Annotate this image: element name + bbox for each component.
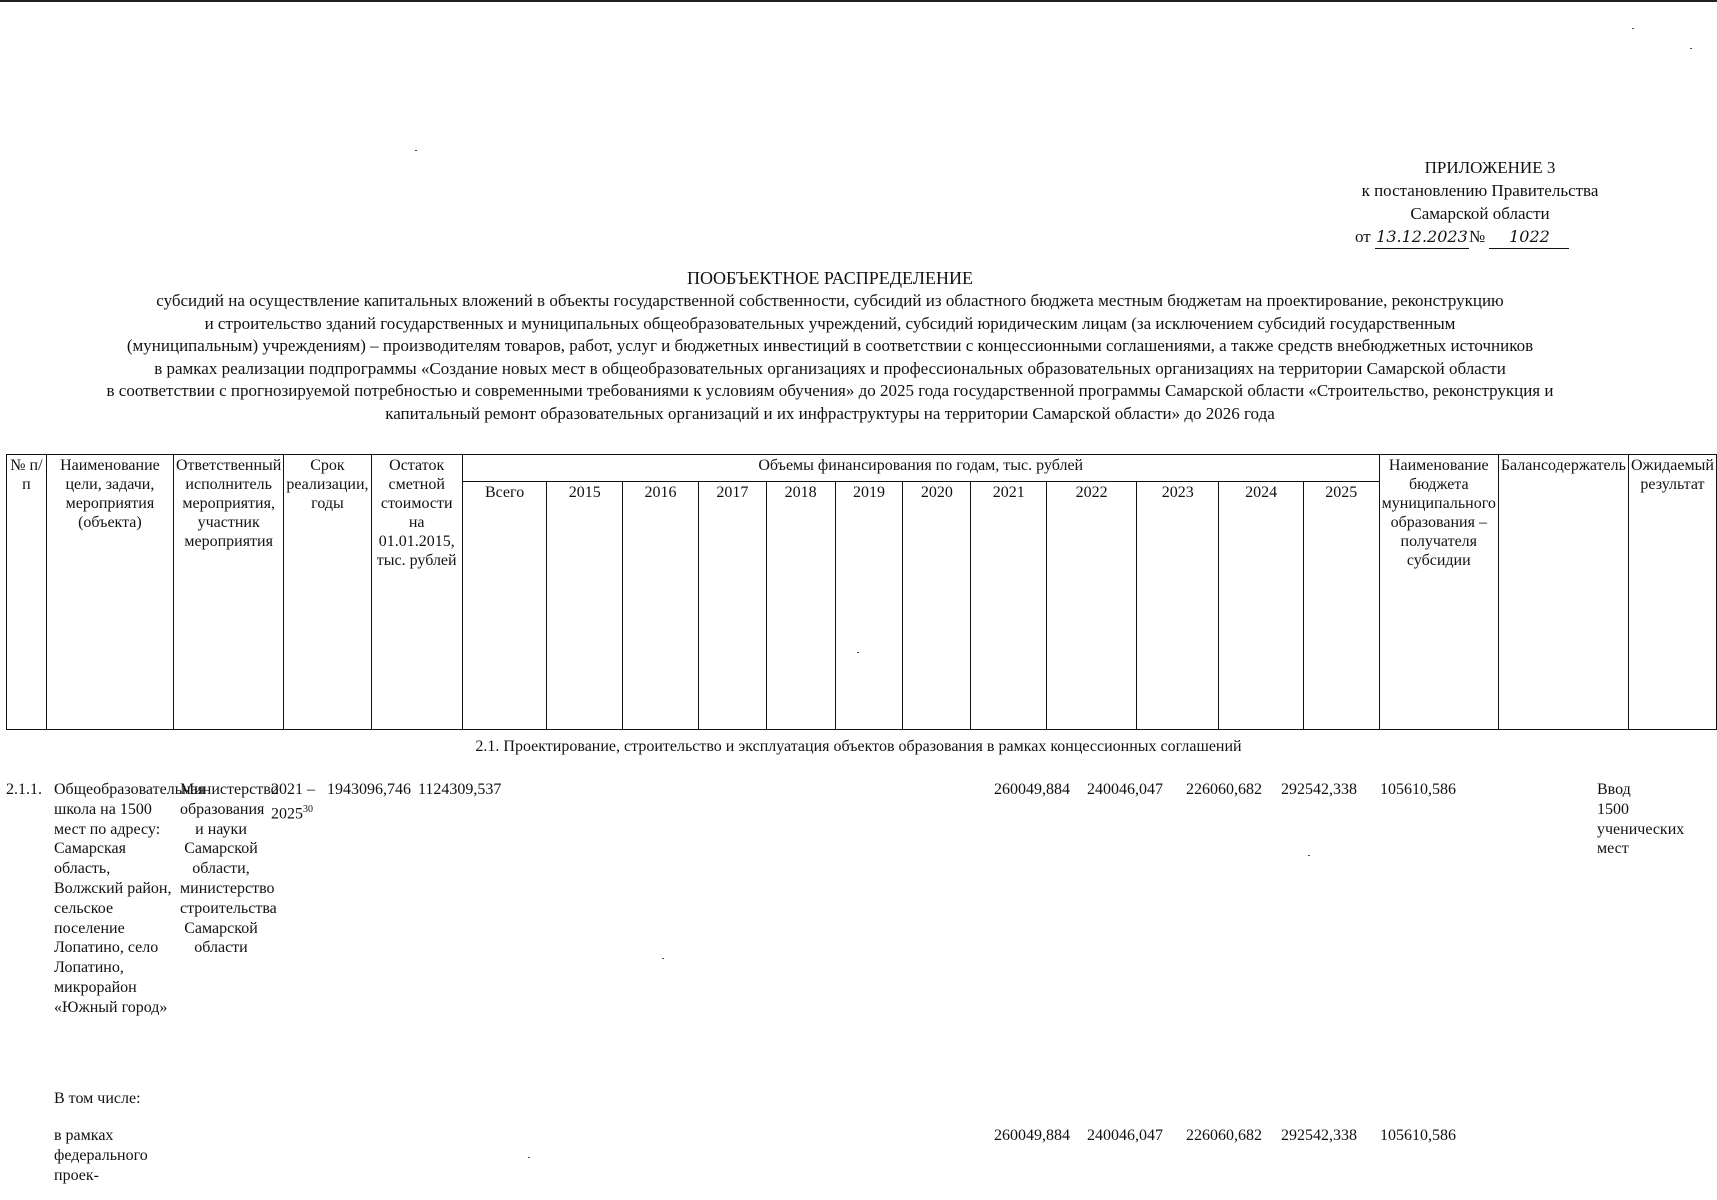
federal-row-2021: 260049,884 <box>994 1127 1070 1144</box>
scan-speck <box>415 150 417 151</box>
row-number: 2.1.1. <box>6 781 42 798</box>
appendix-title: ПРИЛОЖЕНИЕ 3 <box>1424 158 1556 177</box>
header-year-2025: 2025 <box>1303 482 1379 730</box>
appendix-date-line <box>1330 225 1630 249</box>
row-rest: 1943096,746 <box>327 781 411 798</box>
federal-row-2023: 226060,682 <box>1186 1127 1262 1144</box>
header-year-2024: 2024 <box>1219 482 1304 730</box>
header-year-2022: 2022 <box>1047 482 1137 730</box>
handwritten-number: 1022 <box>1489 225 1569 249</box>
row-2022: 240046,047 <box>1087 781 1163 798</box>
header-rest: Остаток сметной стоимости на 01.01.2015, тыс. рублей <box>371 455 462 730</box>
row-2023: 226060,682 <box>1186 781 1262 798</box>
document-title: ПООБЪЕКТНОЕ РАСПРЕДЕЛЕНИЕ <box>687 268 973 288</box>
scan-speck <box>528 1157 530 1158</box>
header-year-2016: 2016 <box>623 482 699 730</box>
scan-speck <box>1632 28 1634 29</box>
federal-row-2022: 240046,047 <box>1087 1127 1163 1144</box>
row-total: 1124309,537 <box>418 781 502 798</box>
appendix-block <box>1330 156 1630 249</box>
row-responsible: Министерство образования и науки Самарской области, министерство строительства Самарской области <box>180 781 279 957</box>
header-year-2017: 2017 <box>698 482 766 730</box>
header-municipality: Наименование бюджета муниципального образования – получателя субсидии <box>1379 455 1498 730</box>
description-line-2: и строительство зданий государственных и муниципальных общеобразовательных учреждений, субсидий юридическим лицам (за исключением субсидий государственным <box>204 313 1456 333</box>
description-line-4: в рамках реализации подпрограммы «Создание новых мест в общеобразовательных организациях и профессиональных образовательных организациях на территории Самарской области <box>154 358 1506 378</box>
scan-speck <box>1690 48 1692 49</box>
number-prefix: № <box>1468 227 1486 246</box>
appendix-line-2: к постановлению Правительства <box>1361 181 1599 200</box>
header-year-2021: 2021 <box>971 482 1047 730</box>
scan-speck <box>662 958 664 959</box>
row-result: Ввод 1500 ученических мест <box>1597 781 1685 858</box>
appendix-line-3: Самарской области <box>1410 204 1550 223</box>
document-description <box>0 290 1660 425</box>
row-2024: 292542,338 <box>1281 781 1357 798</box>
header-table <box>6 454 1717 730</box>
federal-row-2025: 105610,586 <box>1380 1127 1456 1144</box>
header-term: Срок реализации, годы <box>284 455 371 730</box>
row-term-footnote: 30 <box>303 803 313 815</box>
date-prefix: от <box>1355 227 1371 246</box>
scan-speck <box>857 652 859 653</box>
description-line-5: в соответствии с прогнозируемой потребностью и современными требованиями к условиям обучения» до 2025 года государственной программы Самарской области «Строительство, реконструкция и <box>106 381 1554 400</box>
scan-speck <box>1308 855 1310 856</box>
handwritten-date: 13.12.2023 <box>1375 225 1469 249</box>
header-year-2015: 2015 <box>547 482 623 730</box>
section-heading: 2.1. Проектирование, строительство и эксплуатация объектов образования в рамках концессионных соглашений <box>475 738 1242 755</box>
description-line-6: капитальный ремонт образовательных организаций и их инфраструктуры на территории Самарской области» до 2026 года <box>385 403 1275 423</box>
header-result: Ожидаемый результат <box>1628 455 1716 730</box>
header-total: Всего <box>462 482 546 730</box>
description-line-3: (муниципальным) учреждениям) – производителям товаров, работ, услуг и бюджетных инвестиций в соответствии с концессионными соглашениями, а также средств внебюджетных источников <box>126 336 1534 355</box>
header-num: № п/п <box>7 455 47 730</box>
row-2021: 260049,884 <box>994 781 1070 798</box>
header-year-2020: 2020 <box>903 482 971 730</box>
row-2025: 105610,586 <box>1380 781 1456 798</box>
federal-row-name: в рамках федерального проек- <box>54 1127 148 1184</box>
header-holder: Балансодержатель <box>1498 455 1628 730</box>
header-responsible: Ответственный исполнитель мероприятия, участник мероприятия <box>173 455 283 730</box>
header-volumes: Объемы финансирования по годам, тыс. рублей <box>462 455 1379 482</box>
header-year-2019: 2019 <box>835 482 903 730</box>
header-year-2023: 2023 <box>1137 482 1219 730</box>
federal-row-2024: 292542,338 <box>1281 1127 1357 1144</box>
header-year-2018: 2018 <box>766 482 835 730</box>
row-term <box>271 780 323 824</box>
description-line-1: субсидий на осуществление капитальных вложений в объекты государственной собственности, субсидий из областного бюджета местным бюджетам на проектирование, реконструкцию <box>156 291 1504 310</box>
header-name: Наименование цели, задачи, мероприятия (объекта) <box>46 455 173 730</box>
row-term-value: 2021 – 2025 <box>271 781 315 823</box>
including-label: В том числе: <box>54 1090 141 1107</box>
scan-edge <box>0 0 1717 2</box>
row-object-name: Общеобразовательная школа на 1500 мест по адресу: Самарская область, Волжский район, сельское поселение Лопатино, село Лопатино, микрорайон «Южный город» <box>54 781 206 1016</box>
